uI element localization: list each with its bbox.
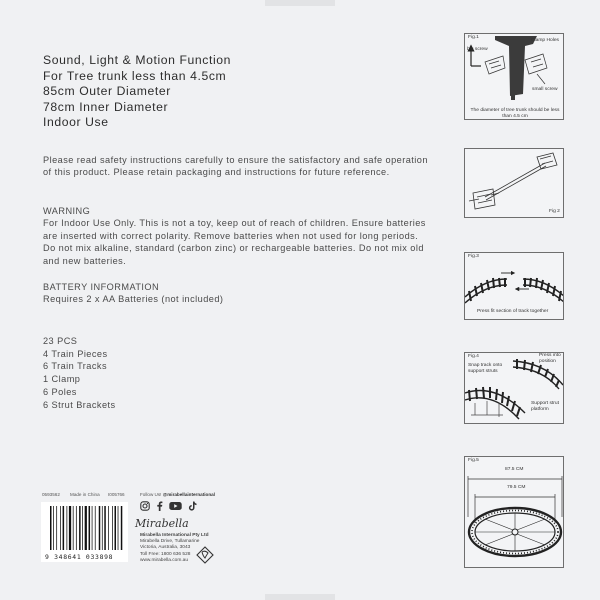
fig3-label: Fig.3 — [468, 254, 479, 259]
feature-item: 85cm Outer Diameter — [43, 84, 171, 99]
support-strut-label: Support strut platform — [531, 401, 559, 412]
feature-item: Sound, Light & Motion Function — [43, 53, 232, 67]
battery-title: BATTERY INFORMATION — [43, 282, 160, 292]
fig2-label: Fig 2 — [549, 209, 560, 214]
address-line: Victoria, Australia, 3043 — [140, 545, 191, 551]
compliance-mark-icon — [196, 546, 214, 564]
snap-track-label: Snap track onto support struts — [468, 363, 503, 374]
outer-diameter-label: 87.5 CM — [505, 467, 524, 472]
figure-3 — [464, 252, 564, 320]
small-screw-label: small screw — [532, 87, 558, 92]
warning-section — [43, 205, 433, 267]
address-line: Mirabella Drive, Tullamarine — [140, 539, 200, 545]
product-code: 0593562 — [42, 492, 60, 497]
diameter-diagram — [465, 457, 564, 568]
barcode-number: 9 348641 033898 — [45, 553, 114, 561]
inner-diameter-label: 79.5 CM — [507, 485, 526, 490]
fig3-caption: Press fit section of track together — [477, 309, 549, 314]
parts-item: 4 Train Pieces — [43, 348, 108, 359]
fig5-label: Fig.5 — [468, 458, 479, 463]
item-code: I005766 — [108, 492, 125, 497]
made-in-label: Made in China — [70, 492, 100, 497]
fig1-label: Fig.1 — [468, 35, 479, 40]
clamp-holes-label: Clamp Holes — [531, 38, 559, 43]
battery-section — [43, 281, 433, 306]
pole-assembly-diagram — [465, 149, 564, 218]
battery-body: Requires 2 x AA Batteries (not included) — [43, 294, 224, 305]
parts-item: 23 PCS — [43, 336, 78, 346]
parts-item: 6 Strut Brackets — [43, 399, 116, 410]
barcode — [41, 502, 128, 562]
follow-us — [140, 492, 215, 497]
parts-list — [43, 335, 433, 411]
feature-list — [43, 53, 403, 131]
figure-2 — [464, 148, 564, 218]
fig4-label: Fig.4 — [468, 354, 479, 359]
website-line: www.mirabella.com.au — [140, 557, 188, 563]
parts-item: 1 Clamp — [43, 374, 81, 385]
parts-item: 6 Train Tracks — [43, 361, 107, 372]
figure-5 — [464, 456, 564, 568]
feature-item: Indoor Use — [43, 115, 109, 130]
bottom-tab — [265, 594, 335, 600]
tiktok-icon[interactable] — [188, 501, 197, 511]
barcode-bars — [41, 502, 128, 552]
brand-logo: Mirabella — [135, 517, 189, 530]
figure-4 — [464, 352, 564, 424]
feature-item: For Tree trunk less than 4.5cm — [43, 68, 227, 83]
facebook-icon[interactable] — [156, 501, 163, 511]
follow-prefix: Follow Us! — [140, 492, 162, 497]
press-position-label: Press into position — [539, 353, 561, 364]
follow-handle: @mirabellainternational — [162, 492, 215, 497]
figure-1 — [464, 33, 564, 120]
parts-item: 6 Poles — [43, 386, 77, 397]
feature-item: 78cm Inner Diameter — [43, 99, 169, 114]
warning-title: WARNING — [43, 206, 91, 216]
youtube-icon[interactable] — [169, 501, 182, 511]
safety-instructions: Please read safety instructions carefully to ensure the satisfactory and safe operation of this product. Please retain packaging and instructions for future reference. — [43, 155, 428, 178]
phone-line: Toll Free: 1800 636 528 — [140, 551, 191, 557]
top-tab — [265, 0, 335, 6]
social-icons — [140, 501, 197, 511]
big-screw-label: big screw — [467, 47, 488, 52]
fig1-note: The diameter of tree trunk should be less than 4.5 cm — [470, 108, 560, 119]
company-name: Mirabella International Pty Ltd — [140, 533, 209, 538]
warning-body: For Indoor Use Only. This is not a toy, keep out of reach of children. Ensure batteries are inserted with correct polarity. Remove batteries when not used for long periods. Do not mix alkaline, standard (carbon zinc) or rechargeable batteries. Do not mix old and new batteries. — [43, 218, 426, 266]
instagram-icon[interactable] — [140, 501, 150, 511]
